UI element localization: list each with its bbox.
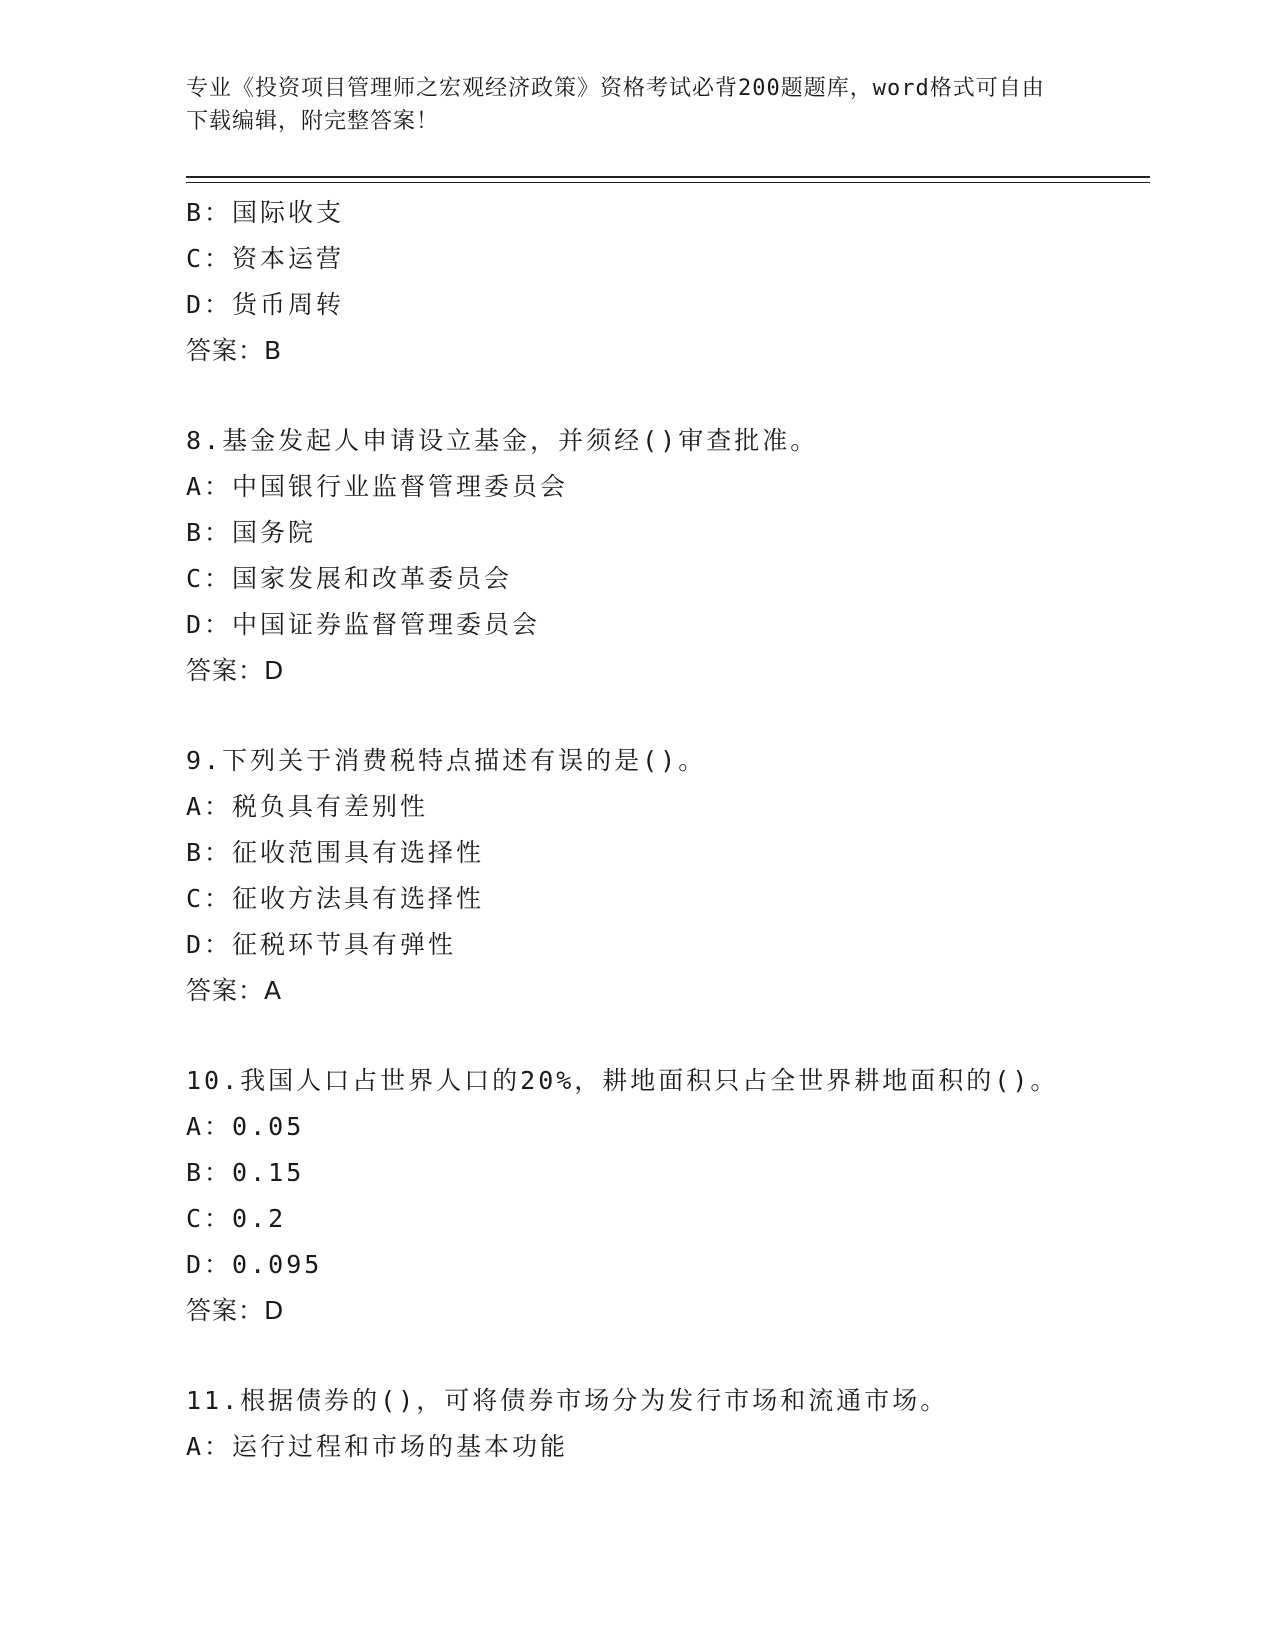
answer: 答案：D bbox=[186, 656, 285, 685]
answer: 答案：A bbox=[186, 976, 283, 1005]
question-block-10 bbox=[186, 1058, 1150, 1334]
spacer bbox=[186, 374, 1150, 418]
spacer bbox=[186, 1014, 1150, 1058]
header-note: 专业《投资项目管理师之宏观经济政策》资格考试必背200题题库，word格式可自由下载编辑，附完整答案！ bbox=[186, 76, 1045, 134]
spacer bbox=[186, 694, 1150, 738]
option-c: C：国家发展和改革委员会 bbox=[186, 564, 513, 593]
option-d: D：中国证券监督管理委员会 bbox=[186, 610, 541, 639]
question-text: 9.下列关于消费税特点描述有误的是()。 bbox=[186, 746, 707, 775]
option-c: C：征收方法具有选择性 bbox=[186, 884, 485, 913]
question-text: 11.根据债券的()，可将债券市场分为发行市场和流通市场。 bbox=[186, 1386, 949, 1415]
option-a: A：0.05 bbox=[186, 1112, 305, 1141]
answer: 答案：B bbox=[186, 336, 283, 365]
option-d: D：征税环节具有弹性 bbox=[186, 930, 457, 959]
option-b: B：征收范围具有选择性 bbox=[186, 838, 485, 867]
option-c: C：资本运营 bbox=[186, 244, 345, 273]
question-text: 8.基金发起人申请设立基金，并须经()审查批准。 bbox=[186, 426, 819, 455]
answer: 答案：D bbox=[186, 1296, 285, 1325]
option-b: B：国务院 bbox=[186, 518, 317, 547]
option-b: B：0.15 bbox=[186, 1158, 305, 1187]
header-rule-thin bbox=[186, 182, 1150, 183]
question-block-9 bbox=[186, 738, 1150, 1014]
header-rule-thick bbox=[186, 176, 1150, 178]
question-text: 10.我国人口占世界人口的20%，耕地面积只占全世界耕地面积的()。 bbox=[186, 1066, 1059, 1095]
option-a: A：税负具有差别性 bbox=[186, 792, 429, 821]
option-a: A：运行过程和市场的基本功能 bbox=[186, 1432, 569, 1461]
question-block-11 bbox=[186, 1378, 1150, 1470]
option-a: A：中国银行业监督管理委员会 bbox=[186, 472, 569, 501]
option-c: C：0.2 bbox=[186, 1204, 287, 1233]
question-block-7 bbox=[186, 190, 1150, 374]
question-list bbox=[186, 190, 1150, 1470]
option-d: D：货币周转 bbox=[186, 290, 345, 319]
option-b: B：国际收支 bbox=[186, 198, 345, 227]
spacer bbox=[186, 1334, 1150, 1378]
question-block-8 bbox=[186, 418, 1150, 694]
option-d: D：0.095 bbox=[186, 1250, 323, 1279]
